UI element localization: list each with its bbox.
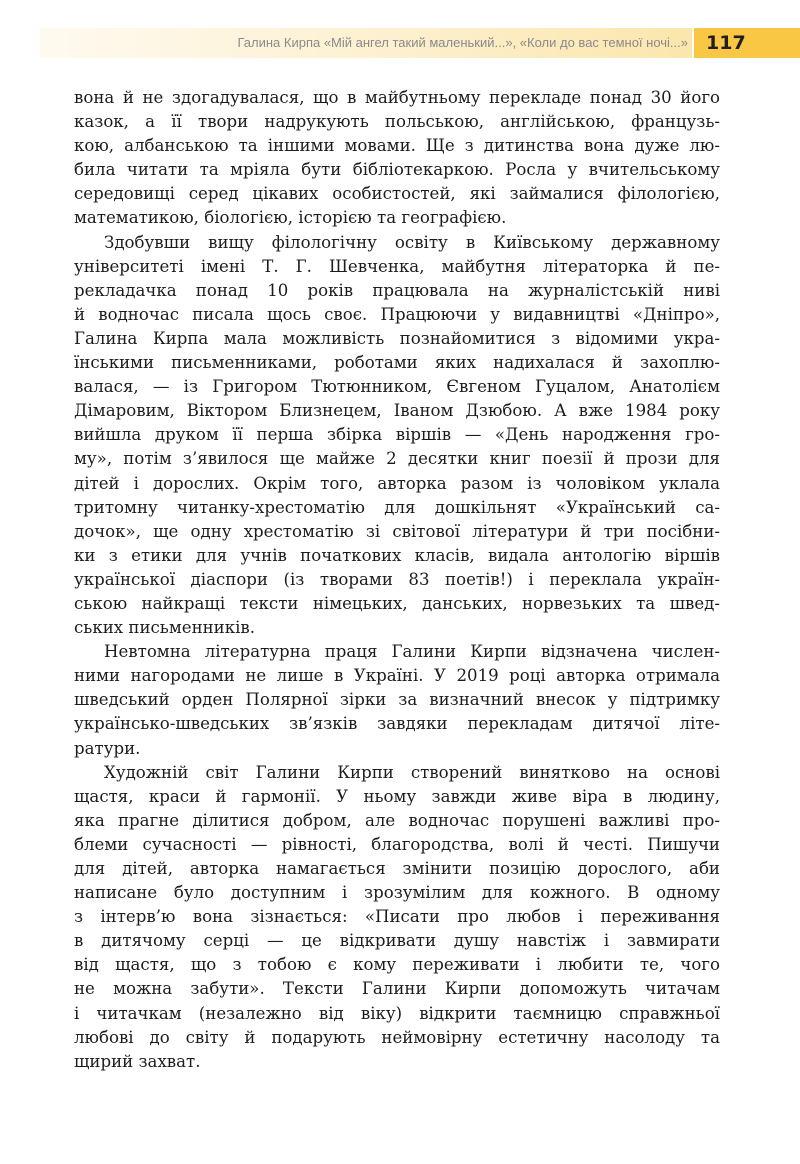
text-line: університеті імені Т. Г. Шевченка, майбутня літераторка й пе- <box>74 256 720 276</box>
text-line: яка прагне ділитися добром, але водночас порушені важливі про- <box>74 810 720 830</box>
text-line: Здобувши вищу філологічну освіту в Київському державному <box>104 232 720 252</box>
text-line: їнськими письменниками, роботами яких надихалася й захоплю- <box>74 353 720 373</box>
text-line: ською найкращі тексти німецьких, данських, норвезьких та швед- <box>74 593 720 613</box>
text-line: блеми сучасності — рівності, благородства, волі й честі. Пишучи <box>74 834 720 854</box>
page-number: 117 <box>694 28 800 58</box>
text-line: написане було доступним і зрозумілим для кожного. В одному <box>74 883 720 903</box>
text-line: любові до світу й подарують неймовірну естетичну насолоду та <box>74 1027 720 1047</box>
text-line: дітей і дорослих. Окрім того, авторка разом із чоловіком уклала <box>74 473 720 493</box>
text-line: дочок», ще одну хрестоматію зі світової літератури й три посібни- <box>74 521 720 541</box>
text-line: рекладачка понад 10 років працювала на журналістській ниві <box>74 280 720 300</box>
text-line: в дитячому серці — це відкривати душу навстіж і завмирати <box>74 931 720 951</box>
text-line: середовищі серед цікавих особистостей, які займалися філологією, <box>74 184 720 204</box>
text-line: ратури. <box>74 738 141 758</box>
text-line: з інтерв’ю вона зізнається: «Писати про любов і переживання <box>74 907 720 927</box>
text-line: шведський орден Полярної зірки за визначний внесок у підтримку <box>74 690 720 710</box>
text-line: валася, — із Григором Тютюнником, Євгеном Гуцалом, Анатолієм <box>74 377 720 397</box>
text-line: щастя, краси й гармонії. У ньому завжди живе віра в людину, <box>74 786 720 806</box>
text-line: казок, а її твори надрукують польською, англійською, французь- <box>74 112 720 132</box>
text-line: Галина Кирпа мала можливість познайомитися з відомими укра- <box>74 328 720 348</box>
text-line: вийшла друком її перша збірка віршів — «День народження гро- <box>74 425 720 445</box>
text-line: Невтомна літературна праця Галини Кирпи відзначена числен- <box>104 642 720 662</box>
text-line: била читати та мріяла бути бібліотекаркою. Росла у вчительському <box>74 160 720 180</box>
text-line: ними нагородами не лише в Україні. У 2019 році авторка отримала <box>74 666 720 686</box>
text-line: не можна забути». Тексти Галини Кирпи допоможуть читачам <box>74 979 720 999</box>
text-line: українсько-шведських зв’язків завдяки перекладам дитячої літе- <box>74 714 720 734</box>
text-line: української діаспори (із творами 83 поетів!) і переклала україн- <box>74 569 720 589</box>
text-line: математикою, біологією, історією та географією. <box>74 208 507 228</box>
text-line: Дімаровим, Віктором Близнецем, Іваном Дзюбою. А вже 1984 року <box>74 401 720 421</box>
text-line: й водночас писала щось своє. Працюючи у видавництві «Дніпро», <box>74 304 720 324</box>
text-line: му», потім з’явилося ще майже 2 десятки книг поезії й прози для <box>74 449 720 469</box>
body-text <box>74 86 720 1074</box>
text-line: від щастя, що з тобою є кому переживати і любити те, чого <box>74 955 720 975</box>
text-line: ських письменників. <box>74 618 256 638</box>
text-line: вона й не здогадувалася, що в майбутньому перекладе понад 30 його <box>74 88 720 107</box>
text-line: ки з етики для учнів початкових класів, видала антологію віршів <box>74 545 720 565</box>
running-header-title: Галина Кирпа «Мій ангел такий маленький...», «Коли до вас темної ночі...» <box>237 35 688 50</box>
text-line: Художній світ Галини Кирпи створений винятково на основі <box>104 762 720 782</box>
text-line: тритомну читанку-хрестоматію для дошкільнят «Український са- <box>74 497 720 517</box>
text-line: кою, албанською та іншими мовами. Ще з дитинства вона дуже лю- <box>74 136 720 156</box>
text-line: і читачкам (незалежно від віку) відкрити таємницю справжньої <box>74 1003 720 1023</box>
text-line: для дітей, авторка намагається змінити позицію дорослого, аби <box>74 859 720 878</box>
text-line: щирий захват. <box>74 1051 201 1071</box>
